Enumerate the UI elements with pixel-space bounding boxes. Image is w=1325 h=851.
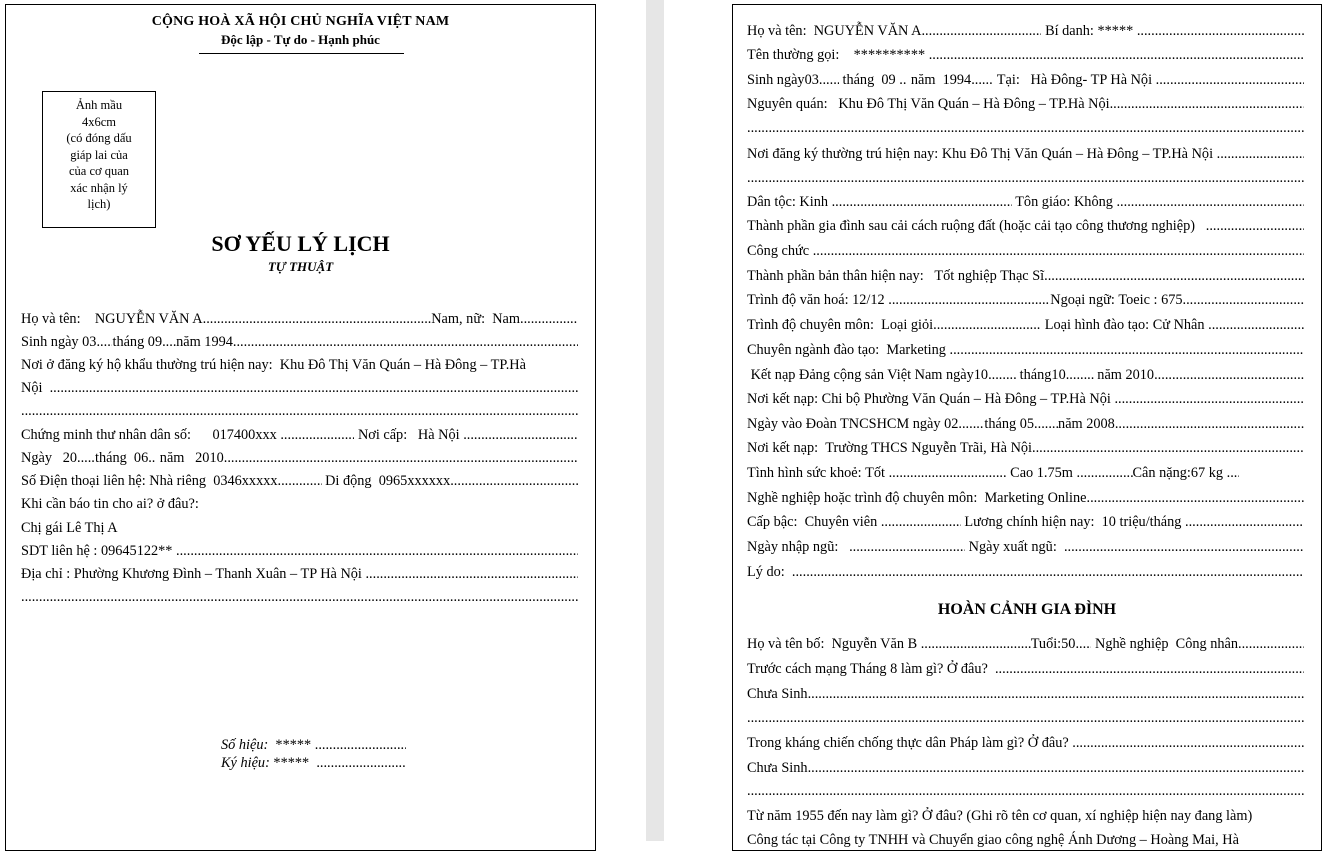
field-label: tháng 05 — [984, 416, 1035, 432]
field-value: Khu Đô Thị Văn Quán – Hà Đông – TP.Hà Nội — [838, 96, 1110, 112]
field-label: tháng10 — [1019, 367, 1066, 383]
full-name-row — [21, 309, 578, 329]
dotted-leader — [921, 21, 1041, 41]
dotted-leader — [832, 192, 1012, 212]
question-since-row: Từ năm 1955 đến nay làm gì? Ở đâu? (Ghi rõ tên cơ quan, xí nghiệp hiện nay đang làm) — [747, 808, 1253, 824]
field-value: 017400xxx — [212, 427, 277, 443]
field-label: Nơi ở đăng ký hộ khẩu thường trú hiện nay: — [21, 357, 273, 373]
field-label: Tại: — [996, 72, 1020, 88]
dotted-leader — [792, 562, 1304, 582]
field-value: Địa chỉ : Phường Khương Đình – Thanh Xuân – TP Hà Nội — [21, 566, 362, 582]
field-label: Chuyên ngành đào tạo: — [747, 342, 880, 358]
dotted-leader — [888, 290, 1050, 310]
field-label: Tình hình sức khoẻ: — [747, 465, 862, 481]
dotted-leader — [808, 684, 1304, 704]
field-value: 10 triệu/tháng — [1101, 514, 1182, 530]
field-value: Hà Đông- TP Hà Nội — [1030, 72, 1153, 88]
photo-note-line: Ảnh mầu — [75, 98, 123, 112]
question-before-row — [747, 659, 1304, 679]
field-value: Chưa Sinh — [747, 686, 808, 702]
photo-note-line: (có đóng dấu — [66, 131, 132, 145]
dotted-leader — [929, 45, 1304, 65]
national-title: CỘNG HOÀ XÃ HỘI CHỦ NGHĨA VIỆT NAM — [151, 14, 450, 29]
field-label: Tên thường gọi: — [747, 47, 840, 63]
field-label: Ngày vào Đoàn TNCSHCM ngày 02 — [747, 416, 959, 432]
field-label: Thành phần gia đình sau cải cách ruộng đất (hoặc cải tạo công thương nghiệp) — [747, 218, 1196, 234]
blank-dotted-row — [747, 708, 1304, 728]
field-label: Ngày nhập ngũ: — [747, 539, 839, 555]
field-label: Nghề nghiệp — [1095, 636, 1169, 652]
dotted-leader — [921, 634, 1031, 654]
dotted-leader — [1066, 365, 1094, 385]
dotted-leader — [933, 315, 1041, 335]
field-value: Toeic : 675 — [1118, 292, 1183, 308]
field-value: 0346xxxxx — [213, 473, 278, 489]
field-label: Nam, nữ: — [431, 311, 486, 327]
field-label: Trình độ văn hoá: — [747, 292, 849, 308]
dotted-leader — [1227, 463, 1239, 483]
field-label: Nguyên quán: — [747, 96, 828, 112]
document-page-1 — [5, 4, 596, 851]
field-value: Tốt — [865, 465, 886, 481]
field-value: Chuyên viên — [804, 514, 878, 530]
dotted-leader — [1238, 634, 1304, 654]
field-value: Nam — [492, 311, 520, 327]
dotted-leader — [1185, 512, 1304, 532]
dotted-leader — [819, 70, 839, 90]
field-value: Kinh — [799, 194, 829, 210]
dotted-leader — [1217, 144, 1304, 164]
field-value: Nguyễn Văn B — [831, 636, 918, 652]
party-place-row — [747, 389, 1304, 409]
phone-row — [21, 471, 578, 491]
family-section-title: HOÀN CẢNH GIA ĐÌNH — [937, 601, 1117, 618]
dotted-leader — [958, 414, 984, 434]
field-label: Tôn giáo: — [1015, 194, 1071, 210]
field-label: Cân nặng:67 kg — [1132, 465, 1224, 481]
field-value: Chi bộ Phường Văn Quán – Hà Đông – TP.Hà Nội — [821, 391, 1111, 407]
hometown-row — [747, 94, 1304, 114]
dotted-leader — [365, 564, 578, 584]
field-value: Công chức — [747, 243, 810, 259]
field-label: Trình độ chuyên môn: — [747, 317, 874, 333]
field-label: Di động — [325, 473, 372, 489]
ethnicity-religion-row — [747, 192, 1304, 212]
dotted-leader — [1072, 733, 1304, 753]
question-war-row — [747, 733, 1304, 753]
dotted-leader — [1044, 266, 1304, 286]
dotted-leader — [747, 781, 1304, 801]
youth-place-row — [747, 438, 1304, 458]
field-label: Tuổi:50 — [1030, 636, 1076, 652]
field-label: Lý do: — [747, 564, 785, 580]
answer-war-row — [747, 758, 1304, 778]
field-value: Chưa Sinh — [747, 760, 808, 776]
field-value: NGUYỄN VĂN A — [94, 311, 203, 327]
field-label: Cấp bậc: — [747, 514, 798, 530]
serial-row: Số hiệu : ***** ..... — [221, 735, 406, 755]
field-value: 06 — [133, 450, 149, 466]
field-label: Số Điện thoại liên hệ: Nhà riêng — [21, 473, 207, 489]
reason-row — [747, 562, 1304, 582]
dotted-leader — [988, 365, 1016, 385]
blank-dotted-row — [747, 781, 1304, 801]
blank-dotted-row — [747, 118, 1304, 138]
dotted-leader — [278, 471, 322, 491]
common-name-row — [747, 45, 1304, 65]
personal-class-row — [747, 266, 1304, 286]
dotted-leader — [747, 168, 1304, 188]
photo-note-line: 4x6cm — [81, 114, 117, 129]
field-value: Trường THCS Nguyễn Trãi, Hà Nội — [825, 440, 1033, 456]
field-label: năm 2010 — [1097, 367, 1155, 383]
field-value: SDT liên hệ : 09645122** — [21, 543, 173, 559]
dotted-leader — [1206, 216, 1304, 236]
field-label: Bí danh: — [1045, 23, 1094, 39]
blank-dotted-row — [21, 587, 578, 607]
job-row — [747, 488, 1304, 508]
document-page-2 — [732, 4, 1322, 851]
field-label: Kết nạp Đảng cộng sản Việt Nam ngày10 — [750, 367, 989, 383]
field-value: Marketing Online — [984, 490, 1087, 506]
field-label: tháng — [95, 450, 127, 466]
dotted-leader — [233, 332, 578, 352]
field-value: 2010 — [195, 450, 224, 466]
health-row — [747, 463, 1304, 483]
dotted-leader — [316, 753, 406, 773]
professional-row — [747, 315, 1304, 335]
field-label: Ngày xuất ngũ: — [968, 539, 1057, 555]
dotted-leader — [1208, 315, 1304, 335]
dotted-leader — [21, 401, 578, 421]
field-label: Ngày — [21, 450, 52, 466]
field-value: Công nhân — [1175, 636, 1239, 652]
residence-continued-row — [21, 378, 578, 398]
photo-placeholder — [42, 91, 156, 228]
youth-union-row — [747, 414, 1304, 434]
field-label: Nơi kết nạp: — [747, 440, 819, 456]
dotted-leader — [1116, 192, 1304, 212]
dotted-leader — [889, 463, 1007, 483]
dotted-leader — [1077, 463, 1133, 483]
name-row — [747, 21, 1304, 41]
answer-since-row: Công tác tại Công ty TNHH và Chuyển giao công nghệ Ánh Dương – Hoàng Mai, Hà — [747, 832, 1239, 848]
photo-note-line: giáp lai của — [70, 147, 128, 162]
dotted-leader — [849, 537, 965, 557]
dotted-leader — [1183, 290, 1304, 310]
field-label: Nơi kết nạp: — [747, 391, 819, 407]
field-value: 20 — [62, 450, 77, 466]
blank-dotted-row — [21, 401, 578, 421]
family-class-value-row — [747, 241, 1304, 261]
dotted-leader — [224, 448, 578, 468]
field-label: Dân tộc: — [747, 194, 796, 210]
dotted-leader — [1137, 21, 1304, 41]
field-value: ********** — [853, 47, 926, 63]
field-label: năm 1994 — [910, 72, 972, 88]
document-title: SƠ YẾU LÝ LỊCH — [211, 231, 390, 256]
field-label: Họ và tên: — [747, 23, 807, 39]
dotted-leader — [747, 708, 1304, 728]
field-value: ***** — [275, 737, 312, 753]
field-label: Họ và tên bố: — [747, 636, 825, 652]
emergency-phone-row — [21, 541, 578, 561]
field-value: NGUYỄN VĂN A — [813, 23, 922, 39]
dotted-leader — [50, 378, 578, 398]
field-label: Họ và tên: — [21, 311, 81, 327]
photo-note-line: của cơ quan — [68, 164, 130, 178]
field-value: Tốt nghiệp Thạc Sĩ — [934, 268, 1045, 284]
field-value: Loại giỏi — [881, 317, 934, 333]
dotted-leader — [1064, 537, 1304, 557]
birth-date-row — [21, 332, 578, 352]
field-value: Nội — [21, 380, 43, 396]
emergency-contact: Chị gái Lê Thị A — [21, 520, 118, 536]
dotted-leader — [315, 735, 406, 755]
dotted-leader — [1110, 94, 1304, 114]
education-row — [747, 290, 1304, 310]
field-label: tháng 09 — [842, 72, 896, 88]
national-motto: Độc lập - Tự do - Hạnh phúc — [221, 32, 380, 47]
field-label: năm 2008 — [1058, 416, 1115, 432]
field-label: Nơi đăng ký thường trú hiện nay: — [747, 146, 939, 162]
dotted-leader — [808, 758, 1304, 778]
dotted-leader — [463, 425, 578, 445]
dotted-leader — [520, 309, 578, 329]
field-value: Marketing — [886, 342, 946, 358]
dotted-leader — [1156, 70, 1304, 90]
dotted-leader — [971, 70, 993, 90]
field-label: Nghề nghiệp hoặc trình độ chuyên môn: — [747, 490, 978, 506]
dotted-leader — [77, 448, 95, 468]
field-value: Không — [1073, 194, 1113, 210]
field-value: 12/12 — [852, 292, 885, 308]
dotted-leader — [950, 340, 1304, 360]
dotted-leader — [995, 659, 1304, 679]
dotted-leader — [1032, 438, 1304, 458]
field-label: năm 1994 — [176, 334, 233, 350]
dotted-leader — [21, 587, 578, 607]
field-value: Khu Đô Thị Văn Quán – Hà Đông – TP.Hà Nội — [941, 146, 1214, 162]
header-underline — [199, 53, 404, 54]
field-value: 0965xxxxxx — [378, 473, 451, 489]
rank-salary-row — [747, 512, 1304, 532]
symbol-row: Ký hiệu : ***** ..... — [221, 753, 406, 773]
field-value: ***** — [273, 755, 310, 771]
field-label: Trong kháng chiến chống thực dân Pháp làm gì? Ở đâu? — [747, 735, 1069, 751]
field-label: Lương chính hiện nay: — [964, 514, 1095, 530]
dotted-leader — [162, 332, 176, 352]
dotted-leader — [881, 512, 961, 532]
field-label: Sinh ngày 03 — [21, 334, 97, 350]
field-label: Trước cách mạng Tháng 8 làm gì? Ở đâu? — [747, 661, 988, 677]
party-row — [747, 365, 1304, 385]
dotted-leader — [1087, 488, 1305, 508]
field-label: Ký hiệu — [221, 755, 266, 771]
field-value: ***** — [1097, 23, 1134, 39]
dotted-leader — [1115, 414, 1304, 434]
dotted-leader — [176, 541, 578, 561]
page-gutter — [646, 0, 664, 841]
dotted-leader — [148, 448, 156, 468]
dotted-leader — [96, 332, 112, 352]
field-value: Hà Nội — [417, 427, 460, 443]
field-label: Cao 1.75m — [1010, 465, 1073, 481]
dotted-leader — [450, 471, 578, 491]
field-value: Cử Nhân — [1152, 317, 1205, 333]
field-label: Chứng minh thư nhân dân số: — [21, 427, 191, 443]
id-card-row — [21, 425, 578, 445]
permanent-residence-row — [747, 144, 1304, 164]
dotted-leader — [813, 241, 1304, 261]
birth-row — [747, 70, 1304, 90]
emergency-address-row — [21, 564, 578, 584]
emergency-label: Khi cần báo tin cho ai? ở đâu?: — [21, 496, 199, 512]
field-label: Số hiệu — [221, 737, 264, 753]
document-subtitle: TỰ THUẬT — [267, 259, 334, 274]
residence-row — [21, 355, 526, 375]
dotted-leader — [1114, 389, 1304, 409]
field-label: năm — [159, 450, 185, 466]
family-class-row — [747, 216, 1304, 236]
answer-before-row — [747, 684, 1304, 704]
dotted-leader — [1075, 634, 1091, 654]
photo-note-line: lịch) — [87, 197, 111, 211]
field-label: Nơi cấp: — [357, 427, 408, 443]
dotted-leader — [280, 425, 354, 445]
field-value: Khu Đô Thị Văn Quán – Hà Đông – TP.Hà — [279, 357, 526, 373]
dotted-leader — [899, 70, 907, 90]
photo-note-line: xác nhận lý — [70, 180, 128, 195]
major-row — [747, 340, 1304, 360]
field-label: tháng 09 — [112, 334, 163, 350]
field-label: Ngoại ngữ: — [1050, 292, 1115, 308]
field-label: Sinh ngày03 — [747, 72, 819, 88]
blank-dotted-row — [747, 168, 1304, 188]
father-row — [747, 634, 1304, 654]
field-label: Loại hình đào tạo: — [1044, 317, 1150, 333]
military-row — [747, 537, 1304, 557]
dotted-leader — [203, 309, 432, 329]
dotted-leader — [1154, 365, 1304, 385]
id-date-row — [21, 448, 578, 468]
dotted-leader — [747, 118, 1304, 138]
dotted-leader — [1034, 414, 1058, 434]
field-label: Thành phần bản thân hiện nay: — [747, 268, 924, 284]
